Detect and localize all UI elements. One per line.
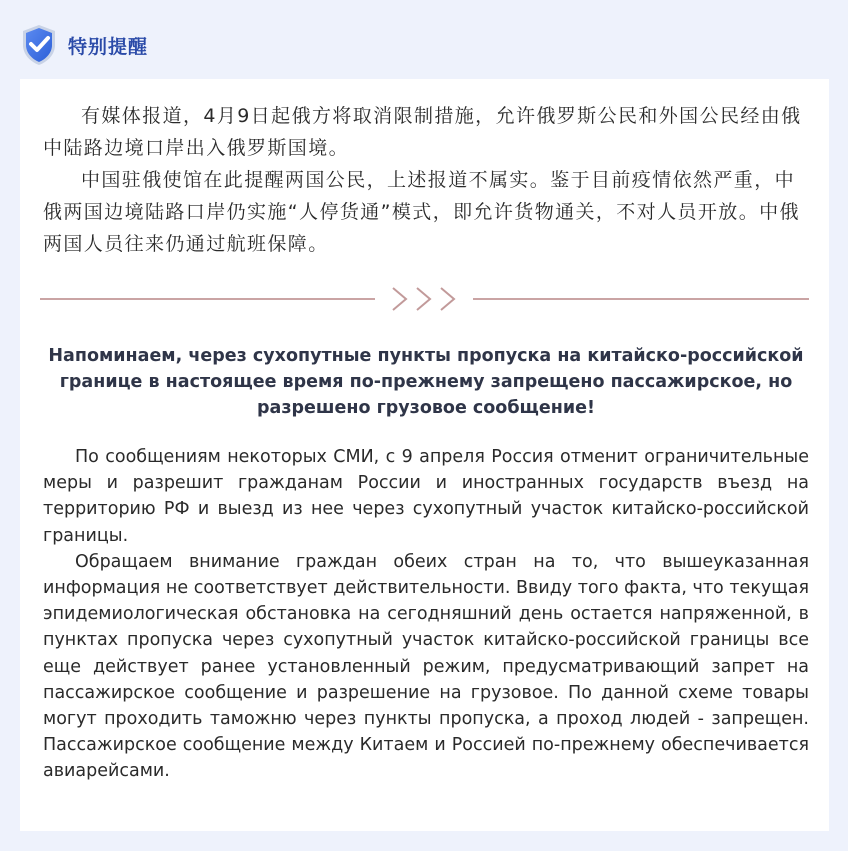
russian-notice <box>43 444 809 785</box>
chinese-paragraph: 中国驻俄使馆在此提醒两国公民，上述报道不属实。鉴于目前疫情依然严重，中俄两国边境陆路口岸仍实施“人停货通”模式，即允许货物通关，不对人员开放。中俄两国人员往来仍通过航班保障。 <box>43 169 800 255</box>
russian-paragraph: Обращаем внимание граждан обеих стран на то, что вышеуказанная информация не соответствует действительности. Ввиду того факта, что текущая эпидемиологическая обстановка на сегодняшний день остается напряженной, в пунктах пропуска через сухопутный участок китайско-российской границы все еще действует ранее установленный режим, предусматривающий запрет на пассажирское сообщение и разрешение на грузовое. По данной схеме товары могут проходить таможню через пункты пропуска, а проход людей - запрещен. Пассажирское сообщение между Китаем и Россией по-прежнему обеспечивается авиарейсами. <box>43 551 809 782</box>
chevrons-icon <box>393 288 454 310</box>
page-title: 特别提醒 <box>68 35 149 58</box>
section-divider <box>40 286 809 312</box>
russian-paragraph: По сообщениям некоторых СМИ, с 9 апреля Россия отменит ограничительные меры и разрешит гражданам России и иностранных государств въезд на территорию РФ и выезд из нее через сухопутный участок китайско-российской границы. <box>43 447 809 546</box>
chinese-paragraph: 有媒体报道，4月9日起俄方将取消限制措施，允许俄罗斯公民和外国公民经由俄中陆路边境口岸出入俄罗斯国境。 <box>43 105 802 159</box>
shield-check-icon <box>20 23 58 67</box>
notice-header <box>20 22 148 68</box>
russian-headline: Напоминаем, через сухопутные пункты пропуска на китайско-российской границе в настоящее время по-прежнему запрещено пассажирское, но разрешено грузовое сообщение! <box>48 346 804 418</box>
chinese-notice <box>43 100 809 260</box>
